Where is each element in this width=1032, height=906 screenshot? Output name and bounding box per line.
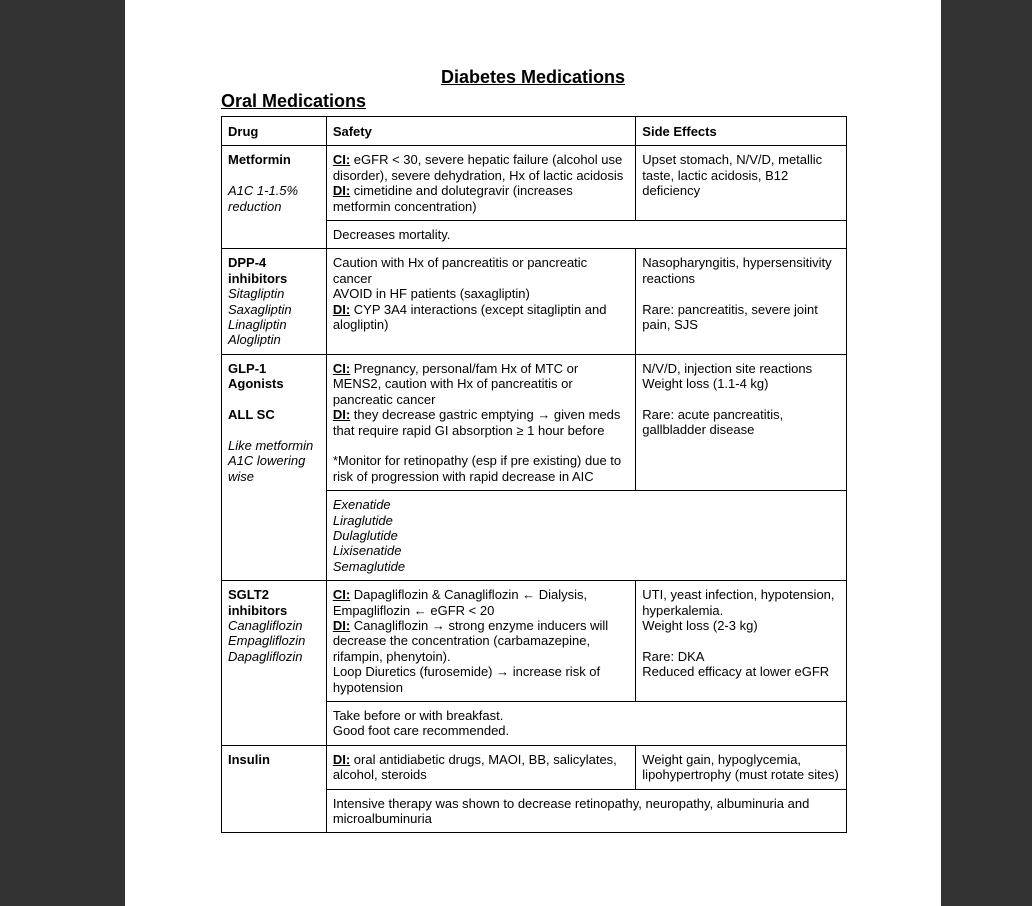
di-label: DI: [332,183,351,199]
rare-text: Rare: DKA [642,648,705,664]
drug-note: wise [228,468,255,484]
ci-label: CI: [332,587,351,603]
drug-cell [222,249,327,354]
drug-note: Like metformin [228,437,314,453]
loop-diuretics-text: Loop Diuretics (furosemide) → increase risk of hypotension [332,664,601,695]
drug-name: inhibitors [228,270,288,286]
document-title: Diabetes Medications [440,67,626,87]
drug-item: Saxagliptin [228,301,292,317]
safety-cell [326,249,635,354]
avoid-text: AVOID in HF patients (saxagliptin) [332,286,530,302]
side-effects-cell [636,581,847,702]
table-row-insulin [222,745,847,789]
drug-note: reduction [228,198,282,214]
drug-item: Canagliflozin [228,617,303,633]
ci-text: Pregnancy, personal/fam Hx of MTC or MENS2, caution with Hx of pancreatitis or pancreatic cancer [332,360,579,407]
rare-text: Rare: pancreatitis, severe joint pain, SJS [642,301,818,333]
header-drug: Drug [222,117,327,146]
safety-cell [326,146,635,221]
di-label: DI: [332,617,351,633]
di-text: they decrease gastric emptying → given meds that require rapid GI absorption ≥ 1 hour before [332,407,621,438]
drug-cell [222,745,327,833]
di-label: DI: [332,301,351,317]
note-cell [326,701,846,745]
route-text: ALL SC [228,407,275,423]
table-row-dpp4 [222,249,847,354]
drug-list-cell [326,491,846,581]
ci-label: CI: [332,360,351,376]
table-header-row [222,117,847,146]
drug-note: A1C lowering [228,453,306,469]
note-text: Good foot care recommended. [332,723,510,739]
monitor-text: *Monitor for retinopathy (esp if pre existing) due to risk of progression with rapid decrease in AIC [332,453,622,484]
side-effects-cell: Upset stomach, N/V/D, metallic taste, lactic acidosis, B12 deficiency [636,146,847,221]
ci-label: CI: [332,152,351,168]
drug-name: Metformin [228,152,291,168]
drug-name: Agonists [228,376,284,392]
drug-note: A1C 1-1.5% [228,183,299,199]
note-cell: Intensive therapy was shown to decrease retinopathy, neuropathy, albuminuria and microalbuminuria [326,789,846,833]
drug-item: Empagliflozin [228,633,306,649]
rare-text: Rare: acute pancreatitis, gallbladder disease [642,407,784,438]
table-row-metformin [222,146,847,221]
drug-item: Linagliptin [228,317,287,333]
drug-item: Alogliptin [228,332,281,348]
drug-item: Dapagliflozin [228,648,303,664]
safety-cell [326,581,635,702]
di-text: oral antidiabetic drugs, MAOI, BB, salicylates, alcohol, steroids [332,751,617,783]
side-effects-text: N/V/D, injection site reactions [642,360,813,376]
table-row-sglt2 [222,581,847,702]
note-text: Take before or with breakfast. [332,707,504,723]
drug-name: Insulin [228,751,270,767]
document-page [125,0,941,906]
di-label: DI: [332,751,351,767]
medications-table [221,116,847,833]
side-effects-cell: Weight gain, hypoglycemia, lipohypertrophy (must rotate sites) [636,745,847,789]
safety-cell [326,354,635,490]
rare-text: Reduced efficacy at lower eGFR [642,664,830,680]
safety-cell [326,745,635,789]
di-text: Canagliflozin → strong enzyme inducers will decrease the concentration (carbamazepine, rifampin, phenytoin). [332,617,609,664]
ci-text: eGFR < 30, severe hepatic failure (alcohol use disorder), severe dehydration, Hx of lactic acidosis [332,152,624,183]
drug-name: GLP-1 [228,360,267,376]
drug-item: Sitagliptin [228,286,285,302]
di-text: CYP 3A4 interactions (except sitagliptin and alogliptin) [332,301,607,333]
drug-item: Lixisenatide [332,543,402,559]
drug-name: SGLT2 [228,587,269,603]
section-heading: Oral Medications [221,91,367,111]
note-cell: Decreases mortality. [326,221,846,249]
caution-text: Caution with Hx of pancreatitis or pancreatic cancer [332,255,588,286]
drug-name: inhibitors [228,602,288,618]
drug-cell [222,354,327,580]
di-label: DI: [332,407,351,423]
header-safety: Safety [326,117,635,146]
di-text: cimetidine and dolutegravir (increases metformin concentration) [332,183,573,214]
side-effects-text: Weight loss (2-3 kg) [642,617,758,633]
drug-item: Exenatide [332,497,391,513]
header-side-effects: Side Effects [636,117,847,146]
drug-item: Liraglutide [332,512,393,528]
side-effects-text: Nasopharyngitis, hypersensitivity reactions [642,255,832,286]
drug-cell [222,146,327,249]
drug-item: Semaglutide [332,558,406,574]
side-effects-cell [636,249,847,354]
side-effects-cell [636,354,847,490]
ci-text: Dapagliflozin & Canagliflozin ← Dialysis, Empagliflozin ← eGFR < 20 [332,587,588,618]
side-effects-text: UTI, yeast infection, hypotension, hyperkalemia. [642,587,835,618]
drug-cell [222,581,327,746]
drug-name: DPP-4 [228,255,267,271]
table-row-glp1 [222,354,847,490]
drug-item: Dulaglutide [332,527,398,543]
side-effects-text: Weight loss (1.1-4 kg) [642,376,769,392]
